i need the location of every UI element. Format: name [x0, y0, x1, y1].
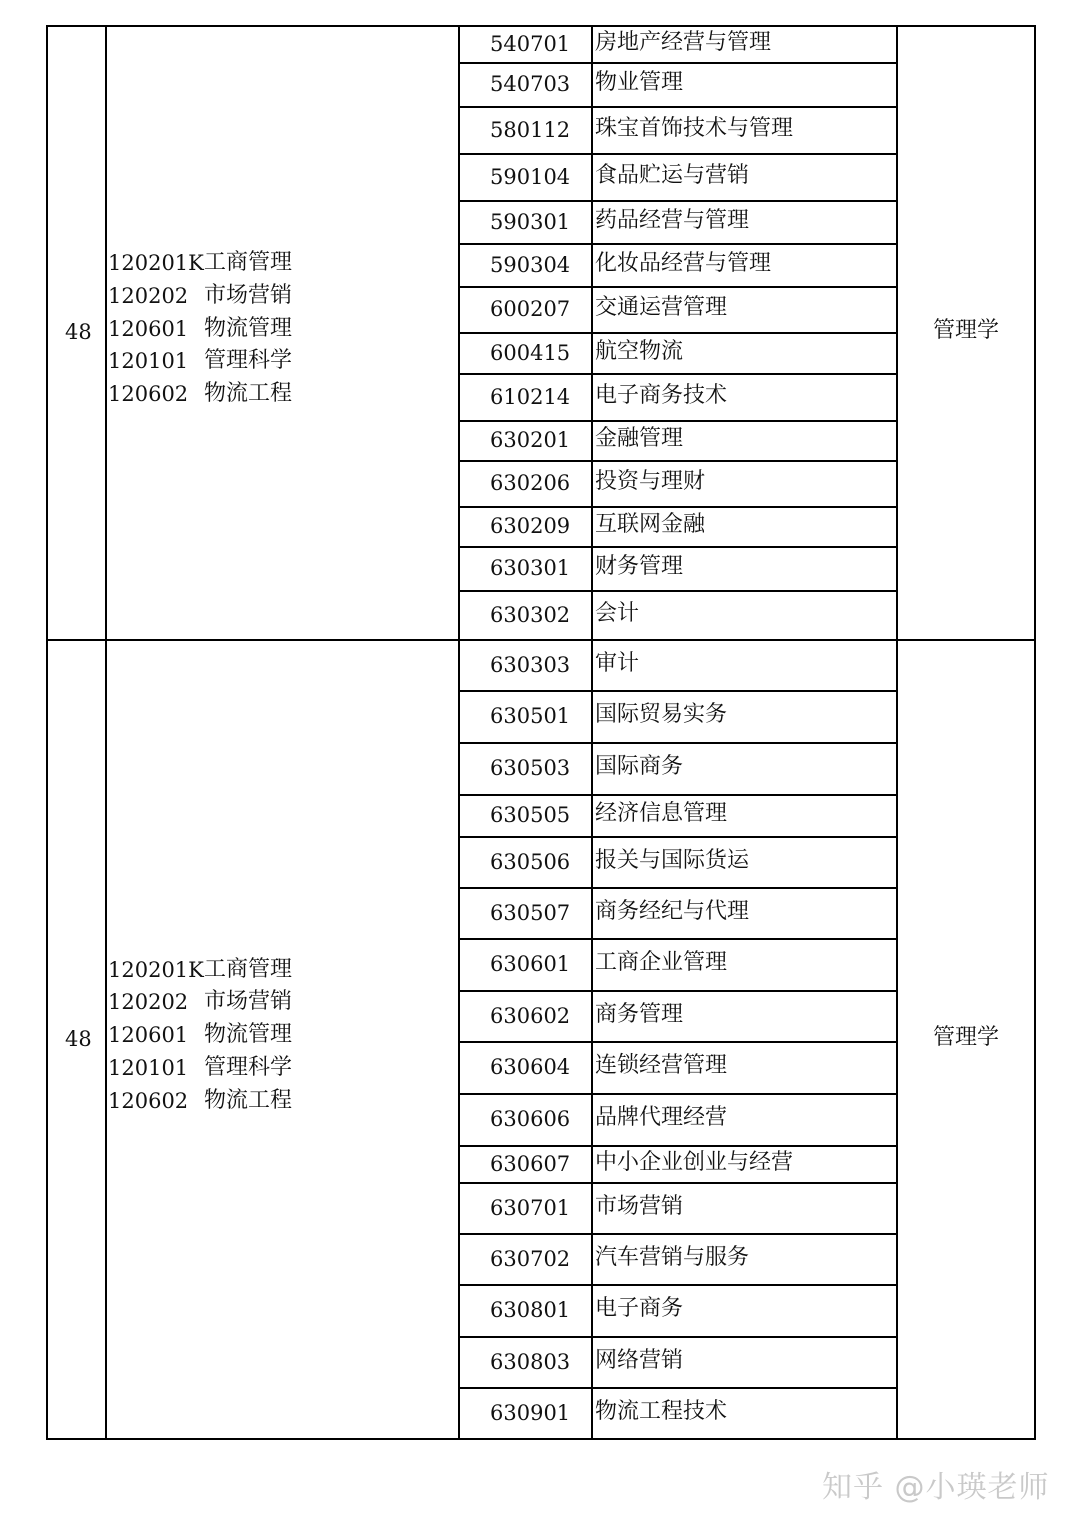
vocational-major-code: 630206 [490, 471, 571, 495]
vocational-major-name: 会计 [595, 600, 640, 626]
vocational-major-name: 国际商务 [595, 754, 684, 779]
undergrad-major-code: 120602 [108, 382, 189, 407]
vocational-major-code: 540701 [490, 31, 571, 56]
table-rule [458, 25, 460, 1439]
table-rule [458, 1284, 898, 1286]
vocational-major-name: 工商企业管理 [595, 950, 728, 975]
vocational-major-name: 电子商务 [595, 1296, 684, 1321]
vocational-major-name: 房地产经营与管理 [595, 29, 772, 55]
undergrad-major-code: 120201K [108, 251, 204, 276]
undergrad-major-code: 120202 [108, 283, 189, 308]
vocational-major-name: 商务经纪与代理 [595, 898, 750, 924]
table-rule [458, 990, 898, 992]
sequence-number: 48 [65, 1026, 92, 1051]
table-rule [458, 106, 898, 108]
vocational-major-code: 630201 [490, 428, 571, 452]
table-rule [591, 25, 593, 1439]
vocational-major-name: 物业管理 [595, 70, 684, 95]
vocational-major-name: 审计 [595, 650, 640, 676]
table-rule [458, 1336, 898, 1338]
vocational-major-name: 中小企业创业与经营 [595, 1149, 794, 1175]
vocational-major-code: 630209 [490, 514, 571, 538]
vocational-major-name: 金融管理 [595, 426, 684, 451]
undergrad-major-name: 市场营销 [204, 989, 293, 1015]
vocational-major-code: 580112 [490, 117, 571, 142]
table-rule [458, 1182, 898, 1184]
vocational-major-name: 物流工程技术 [595, 1398, 728, 1424]
vocational-major-code: 630604 [490, 1055, 571, 1079]
zhihu-watermark: 知乎 @小瑛老师 [822, 1470, 1050, 1505]
vocational-major-name: 国际贸易实务 [595, 702, 728, 727]
vocational-major-code: 590104 [490, 164, 571, 189]
vocational-major-code: 590301 [490, 209, 571, 234]
table-rule [46, 25, 48, 1439]
table-rule [458, 1041, 898, 1043]
undergrad-major-name: 物流工程 [204, 381, 293, 407]
table-rule [105, 25, 107, 1439]
vocational-major-code: 600415 [490, 340, 571, 365]
table-rule [46, 1438, 1036, 1440]
vocational-major-code: 610214 [490, 384, 571, 409]
undergrad-major-name: 物流管理 [204, 1022, 293, 1048]
table-rule [458, 1145, 898, 1147]
vocational-major-code: 630602 [490, 1003, 571, 1028]
discipline-category: 管理学 [933, 318, 1000, 343]
table-rule [458, 836, 898, 838]
vocational-major-name: 经济信息管理 [595, 801, 728, 826]
vocational-major-name: 汽车营销与服务 [595, 1244, 750, 1270]
vocational-major-name: 航空物流 [595, 338, 684, 364]
vocational-major-name: 电子商务技术 [595, 382, 728, 408]
undergrad-major-code: 120101 [108, 349, 189, 374]
vocational-major-code: 590304 [490, 252, 571, 277]
table-rule [1034, 25, 1036, 1439]
vocational-major-code: 600207 [490, 297, 571, 321]
vocational-major-code: 630701 [490, 1195, 571, 1220]
vocational-major-name: 财务管理 [595, 554, 684, 579]
table-rule [896, 25, 898, 1439]
undergrad-major-name: 物流工程 [204, 1087, 293, 1113]
vocational-major-code: 630301 [490, 556, 571, 580]
table-rule [458, 460, 898, 462]
vocational-major-code: 630507 [490, 900, 571, 925]
undergrad-major-code: 120601 [108, 1023, 189, 1048]
vocational-major-code: 630303 [490, 652, 571, 677]
sequence-number: 48 [65, 320, 92, 344]
table-rule [458, 938, 898, 940]
vocational-major-code: 630901 [490, 1400, 571, 1425]
table-rule [458, 794, 898, 796]
table-rule [458, 243, 898, 245]
vocational-major-name: 报关与国际货运 [595, 847, 750, 873]
vocational-major-code: 540703 [490, 72, 571, 96]
undergrad-major-code: 120101 [108, 1055, 189, 1080]
vocational-major-name: 互联网金融 [595, 512, 706, 537]
table-rule [458, 1233, 898, 1235]
table-rule [46, 639, 1036, 641]
table-rule [458, 887, 898, 889]
vocational-major-name: 药品经营与管理 [595, 207, 750, 233]
undergrad-major-name: 管理科学 [204, 1054, 293, 1080]
undergrad-major-name: 工商管理 [204, 956, 293, 982]
undergrad-major-name: 管理科学 [204, 348, 293, 374]
vocational-major-name: 网络营销 [595, 1347, 684, 1373]
vocational-major-code: 630803 [490, 1349, 571, 1374]
undergrad-major-code: 120601 [108, 316, 189, 341]
undergrad-major-code: 120201K [108, 957, 204, 982]
table-rule [458, 506, 898, 508]
table-rule [458, 200, 898, 202]
vocational-major-name: 品牌代理经营 [595, 1105, 728, 1130]
table-rule [458, 1387, 898, 1389]
table-rule [458, 742, 898, 744]
vocational-major-code: 630702 [490, 1246, 571, 1271]
undergrad-major-name: 市场营销 [204, 282, 293, 308]
vocational-major-name: 投资与理财 [595, 469, 706, 494]
table-rule [458, 373, 898, 375]
vocational-major-code: 630302 [490, 602, 571, 627]
vocational-major-name: 珠宝首饰技术与管理 [595, 115, 794, 141]
vocational-major-code: 630801 [490, 1298, 571, 1322]
table-rule [46, 25, 1036, 27]
undergrad-major-code: 120202 [108, 990, 189, 1015]
vocational-major-code: 630601 [490, 952, 571, 976]
vocational-major-code: 630505 [490, 803, 571, 827]
table-rule [458, 153, 898, 155]
table-rule [458, 332, 898, 334]
vocational-major-name: 交通运营管理 [595, 295, 728, 320]
undergrad-major-name: 物流管理 [204, 315, 293, 341]
vocational-major-name: 化妆品经营与管理 [595, 250, 772, 276]
table-rule [458, 546, 898, 548]
vocational-major-code: 630607 [490, 1151, 571, 1176]
vocational-major-name: 商务管理 [595, 1001, 684, 1027]
table-rule [458, 420, 898, 422]
vocational-major-code: 630501 [490, 704, 571, 728]
table-rule [458, 690, 898, 692]
table-rule [458, 1093, 898, 1095]
table-rule [458, 286, 898, 288]
table-rule [458, 62, 898, 64]
vocational-major-code: 630503 [490, 756, 571, 780]
discipline-category: 管理学 [933, 1024, 1000, 1050]
table-rule [458, 590, 898, 592]
vocational-major-name: 连锁经营管理 [595, 1053, 728, 1078]
vocational-major-code: 630506 [490, 849, 571, 874]
undergrad-major-name: 工商管理 [204, 250, 293, 276]
vocational-major-code: 630606 [490, 1107, 571, 1131]
vocational-major-name: 食品贮运与营销 [595, 162, 750, 188]
undergrad-major-code: 120602 [108, 1088, 189, 1113]
vocational-major-name: 市场营销 [595, 1193, 684, 1219]
